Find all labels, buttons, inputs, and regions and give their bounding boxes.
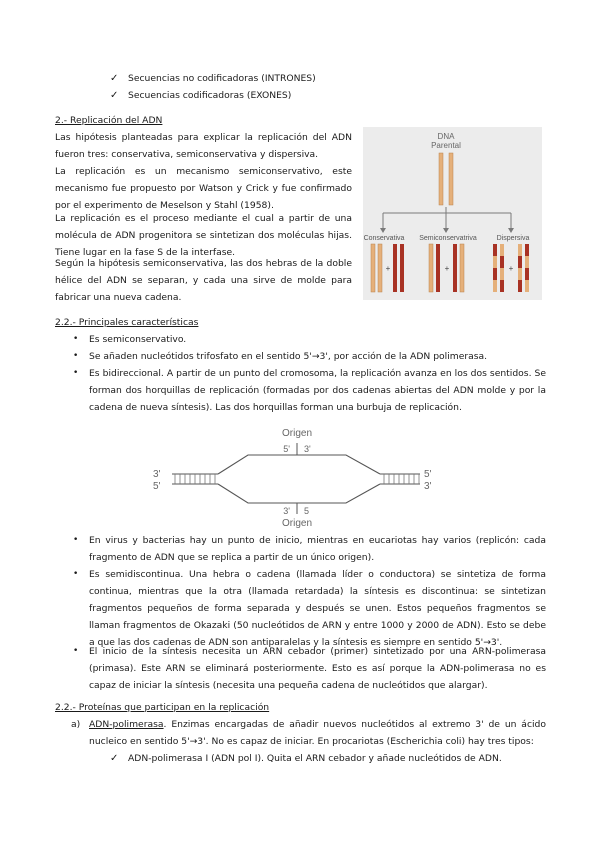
- intro-check-2: Secuencias codificadoras (EXONES): [128, 90, 292, 101]
- item-bidireccional: Es bidireccional. A partir de un punto del cromosoma, la replicación avanza en los dos sentidos. Se forman dos horquillas de replicación (formadas por dos cadenas abiertas del ADN molde y por la cadena de nueva síntesis). Las dos horquillas forman una burbuja de replicación.: [89, 368, 546, 413]
- item-semiconservativo: Es semiconservativo.: [89, 334, 187, 345]
- paragraph-proceso: La replicación es el proceso mediante el cual a partir de una molécula de ADN progenitora se sintetizan dos moléculas hijas. Tiene lugar en la fase S de la interfase.: [55, 213, 352, 258]
- section-heading-caracteristicas: 2.2.- Principales características: [55, 317, 199, 328]
- label-conservativa: Conservativa: [363, 235, 405, 242]
- dna-rungs: [175, 474, 419, 484]
- check-icon: ✓: [110, 753, 119, 764]
- replication-bubble-figure: [148, 422, 440, 534]
- svg-text:+: +: [385, 264, 391, 273]
- paragraph-mecanismo: La replicación es un mecanismo semiconservativo, este mecanismo fue propuesto por Watson y Crick y fue confirmado por el experimento de Meselson y Stahl (1958).: [55, 166, 352, 211]
- origin-label-top: Origen: [281, 428, 313, 439]
- parental-strand-right: [449, 153, 453, 205]
- parental-strand-left: [439, 153, 443, 205]
- item-nucleotidos: Se añaden nucleótidos trifosfato en el sentido 5'→3', por acción de la ADN polimerasa.: [89, 351, 488, 362]
- svg-text:+: +: [444, 264, 450, 273]
- item-virus-bacterias: En virus y bacterias hay un punto de inicio, mientras en eucariotas hay varios (replicón: cada fragmento de ADN que se replica a partir de un único origen).: [89, 535, 546, 563]
- list-marker-a: a): [71, 719, 81, 730]
- section-heading-proteinas: 2.2.- Proteínas que participan en la replicación: [55, 702, 270, 713]
- replication-hypotheses-figure: [363, 127, 542, 300]
- label-dispersiva: Dispersiva: [496, 235, 530, 242]
- bullet-icon: •: [73, 569, 79, 579]
- item-semidiscontinua: Es semidiscontinua. Una hebra o cadena (llamada líder o conductora) se sintetiza de forma continua, mientras que la otra (llamada retardada) la síntesis es discontinua: se sintetizan fragmentos pequeños de forma separada y después se unen. Estos pequeños fragmentos se llaman fragmentos de Okazaki (50 nucleótidos de ARN y entre 1000 y 2000 de ADN). Esto se debe a que las dos cadenas de ADN son antiparalelas y la síntesis es siempre en sentido 5'→3'.: [89, 569, 546, 648]
- paragraph-hipotesis: Las hipótesis planteadas para explicar la replicación del ADN fueron tres: conservativa, semiconservativa y dispersiva.: [55, 132, 352, 160]
- svg-text:3': 3': [153, 469, 161, 480]
- figure-title-dna: DNA: [437, 132, 455, 141]
- svg-text:3': 3': [424, 481, 432, 492]
- check-icon: ✓: [110, 73, 119, 84]
- section-heading-replicacion: 2.- Replicación del ADN: [55, 115, 163, 126]
- svg-text:3': 3': [304, 444, 311, 454]
- svg-text:5': 5': [424, 469, 432, 480]
- item-adn-polimerasa: ADN-polimerasa. Enzimas encargadas de añadir nuevos nucleótidos al extremo 3' de un ácido nucleico en sentido 5'→3'. No es capaz de iniciar. En procariotas (Escherichia coli) hay tres tipos:: [89, 719, 546, 747]
- svg-text:5: 5: [304, 506, 310, 516]
- svg-text:+: +: [508, 264, 514, 273]
- bullet-icon: •: [73, 646, 79, 656]
- bullet-icon: •: [73, 334, 79, 344]
- bullet-icon: •: [73, 368, 79, 378]
- svg-text:5': 5': [153, 481, 161, 492]
- svg-text:5': 5': [283, 444, 290, 454]
- item-adn-pol-i: ADN-polimerasa I (ADN pol I). Quita el ARN cebador y añade nucleótidos de ADN.: [128, 753, 502, 764]
- bullet-icon: •: [73, 351, 79, 361]
- svg-text:3': 3': [283, 506, 290, 516]
- term-adn-polimerasa: ADN-polimerasa: [89, 719, 164, 730]
- bullet-icon: •: [73, 535, 79, 545]
- label-semiconservativa: Semiconservatriva: [419, 235, 477, 242]
- origin-label-bottom: Origen: [281, 518, 313, 529]
- paragraph-semiconservativa: Según la hipótesis semiconservativa, las dos hebras de la doble hélice del ADN se separan, y cada una sirve de molde para fabricar una nueva cadena.: [55, 258, 352, 303]
- check-icon: ✓: [110, 90, 119, 101]
- figure-title-parental: Parental: [431, 141, 461, 150]
- item-cebador: El inicio de la síntesis necesita un ARN cebador (primer) sintetizado por una ARN-polimerasa (primasa). Este ARN se eliminará posteriormente. Esto es así porque la ADN-polimerasa no es capaz de iniciar la síntesis (necesita una pequeña cadena de nucleótidos que alargar).: [89, 646, 546, 691]
- intro-check-1: Secuencias no codificadoras (INTRONES): [128, 73, 316, 84]
